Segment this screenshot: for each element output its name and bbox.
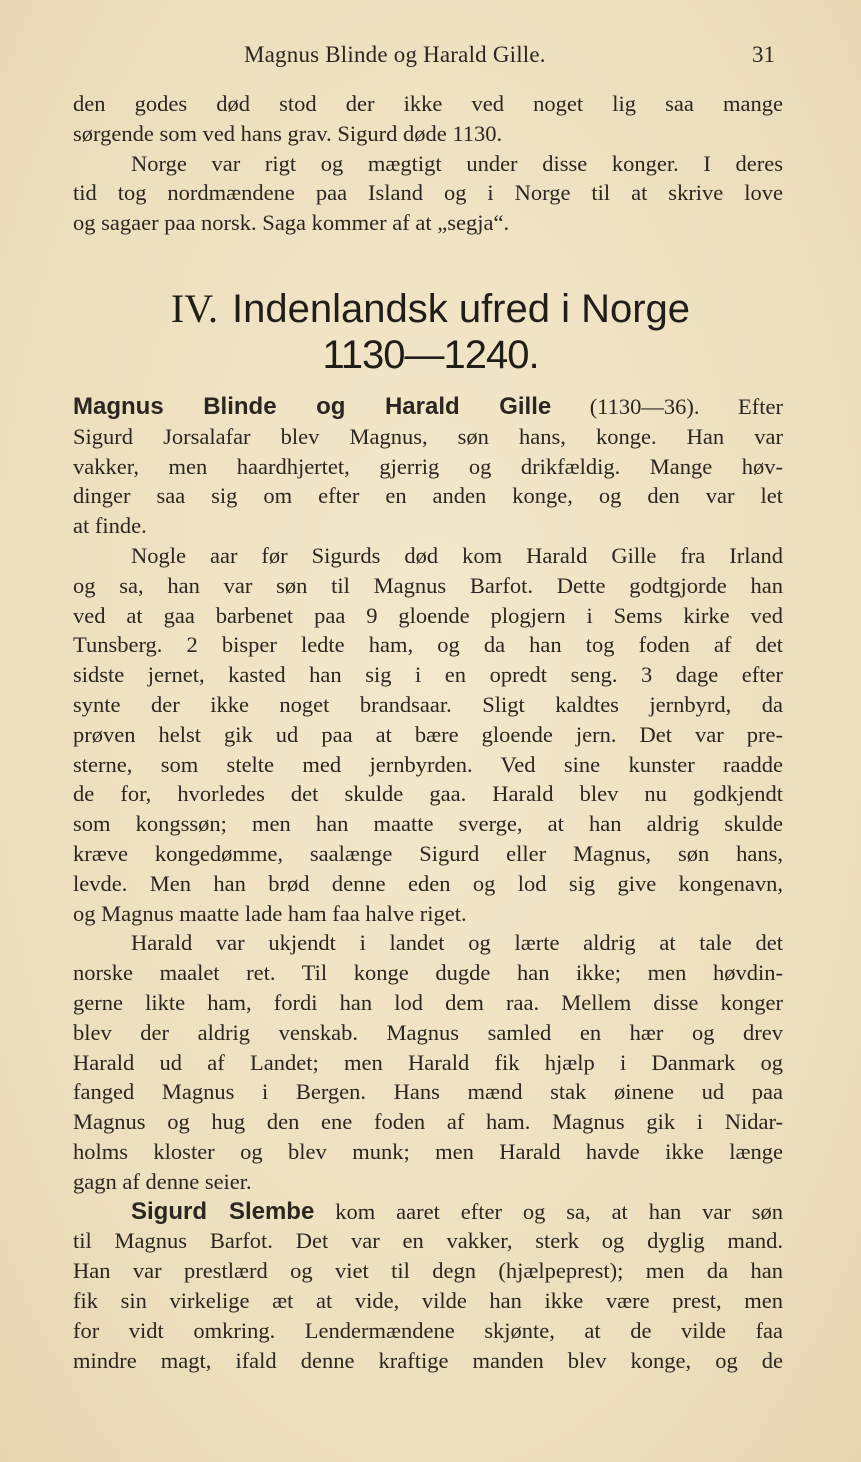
text-line: Sigurd Jorsalafar blev Magnus, søn hans, konge. Han var <box>73 423 783 449</box>
chapter-years: 1130—1240. <box>322 333 539 377</box>
chapter-number: IV. <box>170 286 218 331</box>
text-line: blev der aldrig venskab. Magnus samled en hær og drev <box>73 1019 783 1045</box>
running-title: Magnus Blinde og Harald Gille. <box>244 42 546 67</box>
text-line: som kongssøn; men han maatte sverge, at han aldrig skulde <box>73 811 783 837</box>
intro-text <box>73 89 783 238</box>
text-line: de for, hvorledes det skulde gaa. Harald blev nu godkjendt <box>73 781 783 807</box>
text-line: mindre magt, ifald denne kraftige manden blev konge, og de <box>73 1347 783 1373</box>
text-line: for vidt omkring. Lendermændene skjønte, at de vilde faa <box>73 1317 783 1343</box>
text-line: Harald var ukjendt i landet og lærte aldrig at tale det <box>131 930 783 956</box>
text-line: sørgende som ved hans grav. Sigurd døde 1130. <box>73 120 503 146</box>
text-line: fik sin virkelige æt at vide, vilde han ikke være prest, men <box>73 1287 783 1313</box>
section-heading-rest: kom aaret efter og sa, at han var søn <box>335 1198 783 1224</box>
text-line: tid tog nordmændene paa Island og i Norge til at skrive love <box>73 180 783 206</box>
chapter-title: Indenlandsk ufred i Norge <box>231 287 691 331</box>
page-header <box>0 42 861 74</box>
text-line: levde. Men han brød denne eden og lod sig give kongenavn, <box>73 870 783 896</box>
text-line: holms kloster og blev munk; men Harald havde ikke længe <box>73 1138 783 1164</box>
text-line: sterne, som stelte med jernbyrden. Ved sine kunster raadde <box>73 751 783 777</box>
text-line: Harald ud af Landet; men Harald fik hjælp i Danmark og <box>73 1049 783 1075</box>
section-heading: Magnus Blinde og Harald Gille <box>73 393 552 420</box>
text-line: dinger saa sig om efter en anden konge, og den var let <box>73 483 783 509</box>
text-line: prøven helst gik ud paa at bære gloende jern. Det var pre- <box>73 721 783 747</box>
text-line: gagn af denne seier. <box>73 1168 252 1194</box>
section-heading-line <box>73 1197 783 1227</box>
chapter-heading <box>0 286 861 378</box>
text-line: ved at gaa barbenet paa 9 gloende plogjern i Sems kirke ved <box>73 602 783 628</box>
section-heading: Sigurd Slembe <box>131 1197 315 1225</box>
text-line: og Magnus maatte lade ham faa halve riget. <box>73 900 467 926</box>
text-line: til Magnus Barfot. Det var en vakker, sterk og dyglig mand. <box>73 1228 783 1254</box>
text-line: kræve kongedømme, saalænge Sigurd eller Magnus, søn hans, <box>73 840 783 866</box>
text-line: Norge var rigt og mægtigt under disse konger. I deres <box>131 150 783 176</box>
text-line: sidste jernet, kasted han sig i en opredt seng. 3 dage efter <box>73 662 783 688</box>
section-heading-line <box>73 392 783 422</box>
text-line: at finde. <box>73 513 147 539</box>
text-line: og sa, han var søn til Magnus Barfot. Dette godtgjorde han <box>73 572 783 598</box>
text-line: norske maalet ret. Til konge dugde han ikke; men høvdin- <box>73 960 783 986</box>
text-line: og sagaer paa norsk. Saga kommer af at „segja“. <box>73 210 510 236</box>
text-line: Magnus og hug den ene foden af ham. Magnus gik i Nidar- <box>73 1109 783 1135</box>
text-line: vakker, men haardhjertet, gjerrig og drikfældig. Mange høv- <box>73 453 783 479</box>
text-line: den godes død stod der ikke ved noget lig saa mange <box>73 91 783 116</box>
text-line: Tunsberg. 2 bisper ledte ham, og da han tog foden af det <box>73 632 783 658</box>
page-number: 31 <box>752 42 775 67</box>
section-heading-rest: (1130—36). Efter <box>589 394 783 419</box>
text-line: gerne likte ham, fordi han lod dem raa. Mellem disse konger <box>73 989 783 1015</box>
text-line: Han var prestlærd og viet til degn (hjælpeprest); men da han <box>73 1258 783 1284</box>
text-line: synte der ikke noget brandsaar. Sligt kaldtes jernbyrd, da <box>73 691 783 717</box>
text-line: Nogle aar før Sigurds død kom Harald Gille fra Irland <box>131 542 783 568</box>
text-line: fanged Magnus i Bergen. Hans mænd stak øinene ud paa <box>73 1079 783 1105</box>
main-text <box>73 392 783 1375</box>
